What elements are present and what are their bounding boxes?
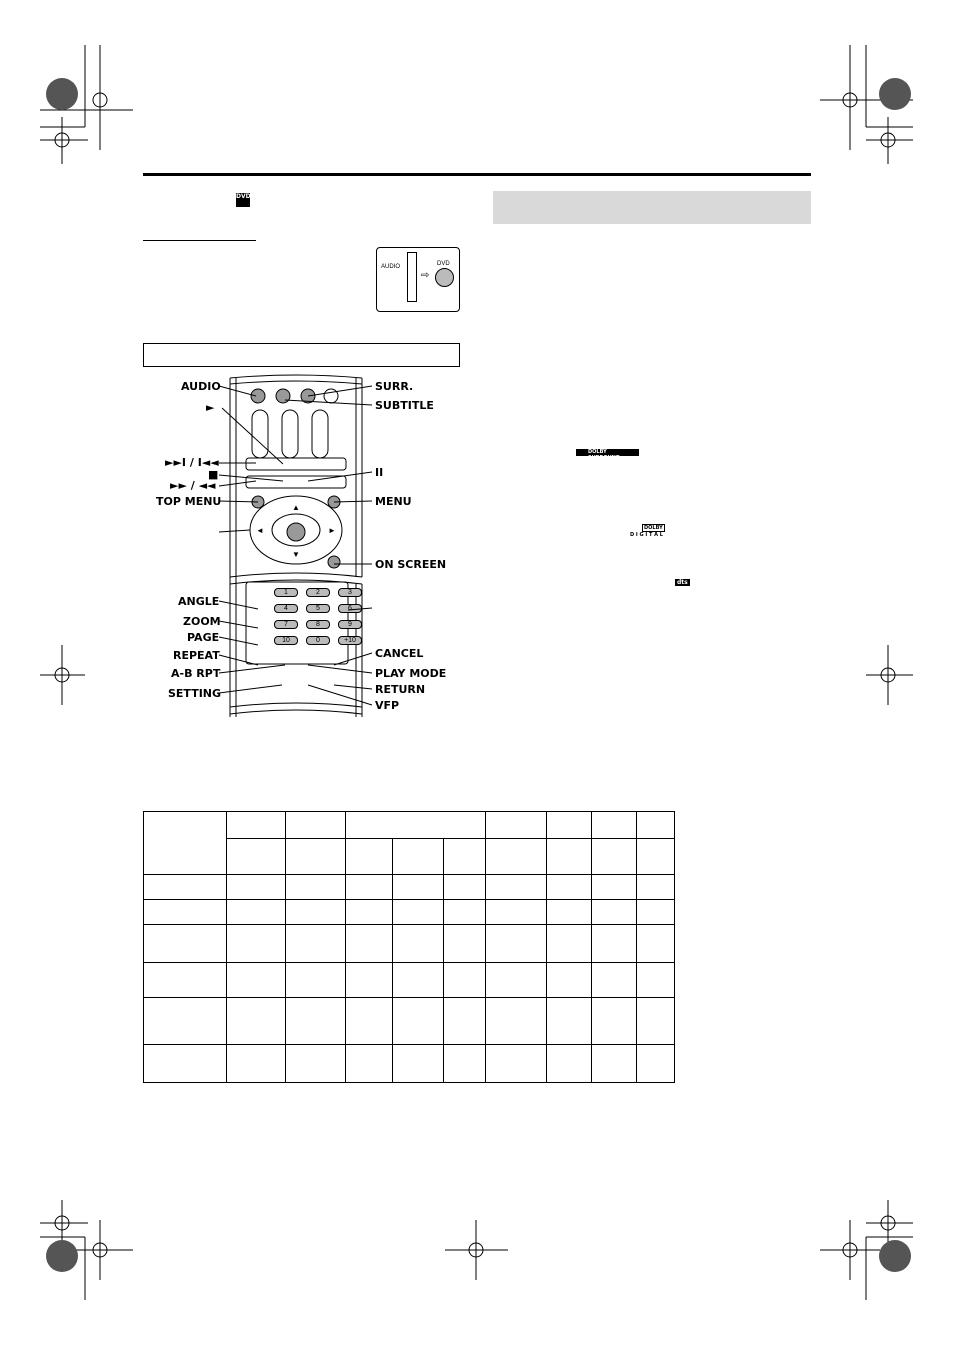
label-play-mode: PLAY MODE — [375, 667, 447, 680]
label-pause: II — [375, 466, 384, 479]
nav-up-icon[interactable]: ▲ — [292, 503, 300, 512]
key-5[interactable]: 5 — [306, 604, 330, 613]
dts-text: dts — [677, 579, 688, 586]
label-repeat: REPEAT — [173, 649, 220, 662]
dolby-digital-sub: D I G I T A L — [630, 532, 663, 538]
label-skip: ►►I / I◄◄ — [165, 456, 219, 469]
label-page: PAGE — [187, 631, 220, 644]
key-0[interactable]: 0 — [306, 636, 330, 645]
table-row — [144, 998, 675, 1045]
table-row — [144, 925, 675, 963]
label-vfp: VFP — [375, 699, 400, 712]
label-cancel: CANCEL — [375, 647, 424, 660]
compatibility-table — [143, 811, 675, 1083]
dolby-digital-logo — [628, 524, 668, 538]
dts-logo — [673, 576, 695, 590]
label-play: ► — [206, 401, 215, 414]
key-10[interactable]: 10 — [274, 636, 298, 645]
label-surr: SURR. — [375, 380, 414, 393]
label-zoom: ZOOM — [183, 615, 221, 628]
table-row — [144, 900, 675, 925]
label-top-menu: TOP MENU — [156, 495, 222, 508]
nav-left-icon[interactable]: ◄ — [256, 526, 264, 535]
audio-label: AUDIO — [381, 264, 401, 270]
key-4[interactable]: 4 — [274, 604, 298, 613]
key-2[interactable]: 2 — [306, 588, 330, 597]
dolby-digital-text: DOLBY — [644, 525, 663, 531]
label-return: RETURN — [375, 683, 426, 696]
label-setting: SETTING — [168, 687, 222, 700]
key-1[interactable]: 1 — [274, 588, 298, 597]
label-on-screen: ON SCREEN — [375, 558, 447, 571]
arrow-right-icon: ⇨ — [421, 270, 430, 281]
table-row — [144, 812, 675, 839]
label-ab-rpt: A-B RPT — [171, 667, 221, 680]
label-audio: AUDIO — [181, 380, 221, 393]
nav-down-icon[interactable]: ▼ — [292, 550, 300, 559]
key-plus10[interactable]: +10 — [338, 636, 362, 645]
dvd-tag-text: DVD — [236, 193, 251, 200]
label-angle: ANGLE — [178, 595, 220, 608]
label-scan: ►► / ◄◄ — [170, 479, 216, 492]
table-row — [144, 963, 675, 998]
label-menu: MENU — [375, 495, 412, 508]
key-9[interactable]: 9 — [338, 620, 362, 629]
nav-right-icon[interactable]: ► — [328, 526, 336, 535]
key-3[interactable]: 3 — [338, 588, 362, 597]
table-row — [144, 875, 675, 900]
key-7[interactable]: 7 — [274, 620, 298, 629]
label-subtitle: SUBTITLE — [375, 399, 434, 412]
label-stop: ■ — [208, 468, 219, 481]
dvd-label: DVD — [437, 261, 450, 267]
dolby-surround-logo — [576, 449, 639, 461]
dolby-surround-text: DOLBY SURROUND — [588, 449, 621, 461]
table-row — [144, 1045, 675, 1083]
key-8[interactable]: 8 — [306, 620, 330, 629]
key-6[interactable]: 6 — [338, 604, 362, 613]
